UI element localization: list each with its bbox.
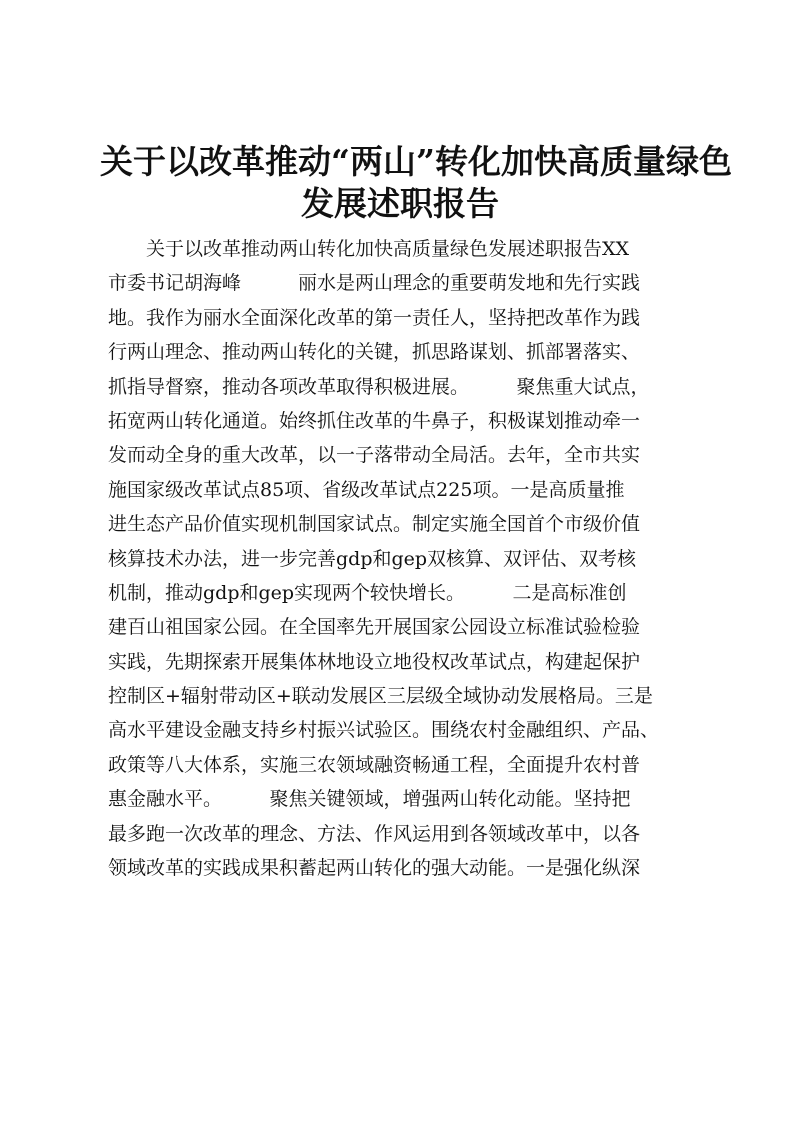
body-line: 机制，推动gdp和gep实现两个较快增长。 二是高标准创 [108,581,627,604]
body-line: 行两山理念、推动两山转化的关键，抓思路谋划、抓部署落实、 [108,341,641,364]
body-line: 高水平建设金融支持乡村振兴试验区。围绕农村金融组织、产品、 [108,719,660,742]
title-line: 关于以改革推动“两山”转化加快高质量绿色 [100,142,732,181]
body-line: 政策等八大体系，实施三农领域融资畅通工程，全面提升农村普 [108,753,641,776]
body-line: 抓指导督察，推动各项改革取得积极进展。 聚焦重大试点， [108,375,650,398]
body-line: 市委书记胡海峰 丽水是两山理念的重要萌发地和先行实践 [108,272,641,295]
body-line: 发而动全身的重大改革，以一子落带动全局活。去年，全市共实 [108,444,641,467]
document-body [108,232,708,885]
body-line: 建百山祖国家公园。在全国率先开展国家公园设立标准试验检验 [108,616,641,639]
body-line: 领域改革的实践成果积蓄起两山转化的强大动能。一是强化纵深 [108,857,641,880]
body-line: 核算技术办法，进一步完善gdp和gep双核算、双评估、双考核 [108,547,637,570]
body-line: 控制区+辐射带动区+联动发展区三层级全域协动发展格局。三是 [108,685,653,708]
body-line: 施国家级改革试点85项、省级改革试点225项。一是高质量推 [108,478,625,501]
body-line: 关于以改革推动两山转化加快高质量绿色发展述职报告XX [108,238,630,260]
body-line: 最多跑一次改革的理念、方法、作风运用到各领域改革中，以各 [108,822,641,845]
body-line: 惠金融水平。 聚焦关键领域，增强两山转化动能。坚持把 [108,788,631,811]
document-title [100,141,732,225]
body-line: 实践，先期探索开展集体林地设立地役权改革试点，构建起保护 [108,650,641,673]
title-line: 发展述职报告 [301,184,499,223]
body-line: 地。我作为丽水全面深化改革的第一责任人，坚持把改革作为践 [108,306,641,329]
body-line: 进生态产品价值实现机制国家试点。制定实施全国首个市级价值 [108,513,641,536]
body-line: 拓宽两山转化通道。始终抓住改革的牛鼻子，积极谋划推动牵一 [108,409,641,432]
